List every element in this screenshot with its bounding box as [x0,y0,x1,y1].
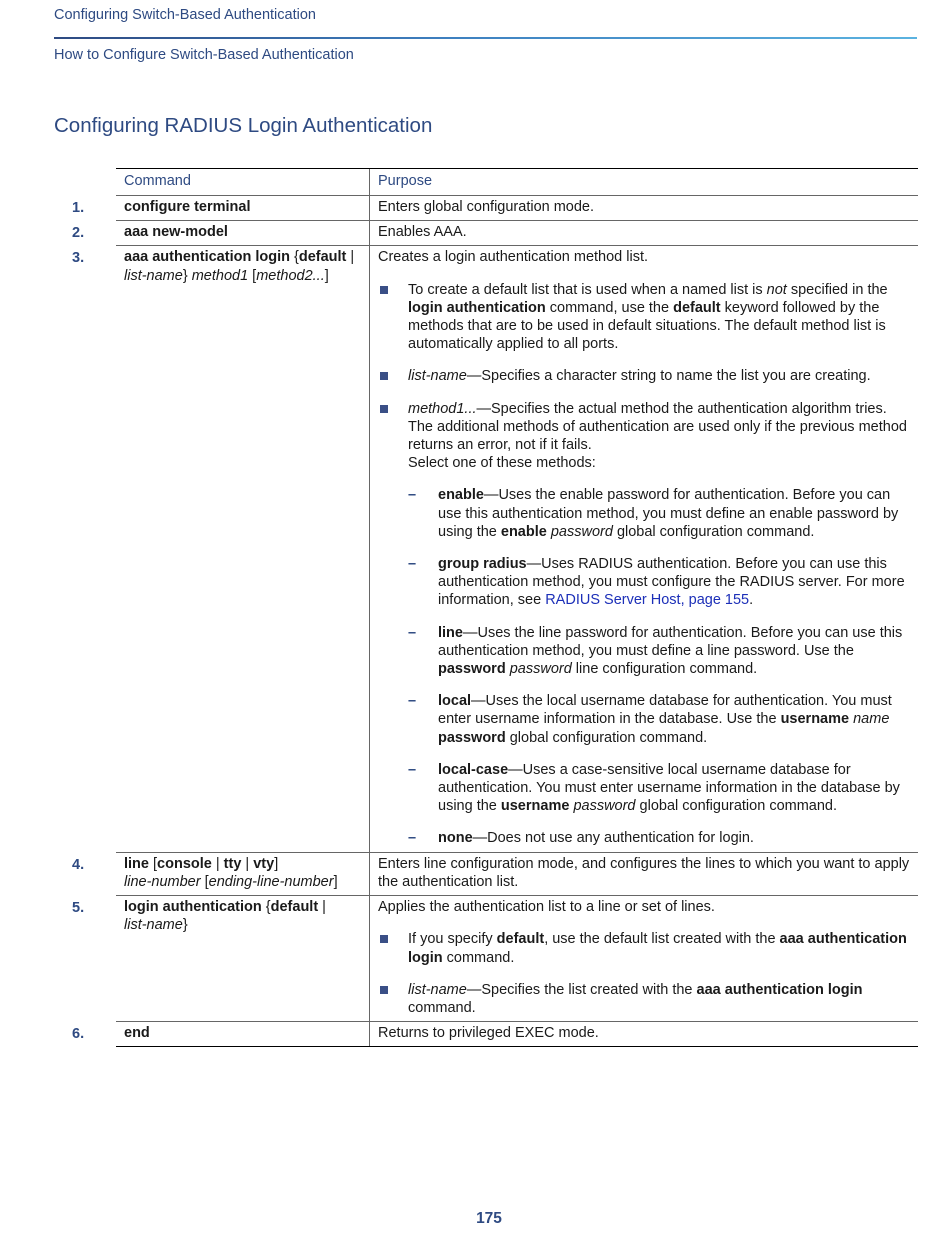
purpose-text: Applies the authentication list to a line or set of lines. [378,899,715,916]
list-item: – enable—Uses the enable password for authentication. Before you can use this authentication method, you must define an enable password by using the enable password global configuration command. [408,487,899,540]
dash-bullet-icon: – [408,693,417,710]
purpose-text: Returns to privileged EXEC mode. [378,1025,599,1042]
purpose-text: Enters line configuration mode, and configures the lines to which you want to apply the authentication list. [378,855,910,890]
list-item: – local—Uses the local username database for authentication. You must enter username information in the database. Use the username name password global configuration command. [408,693,892,746]
step-number: 2. [72,225,85,242]
command-text: login authentication {default | list-name} [116,896,370,1021]
column-header-purpose: Purpose [378,173,433,189]
dash-bullet-icon: – [408,830,417,847]
select-methods-text: Select one of these methods: [408,455,596,472]
table-row [0,853,950,896]
list-item: – group radius—Uses RADIUS authentication. Before you can use this authentication method, you must configure the RADIUS server. For more information, see RADIUS Server Host, page 155. [408,556,905,609]
page-number: 175 [476,1210,502,1227]
running-header-section: How to Configure Switch-Based Authentication [54,47,354,63]
table-row [0,221,950,246]
header-rule [54,37,917,39]
table-row [0,196,950,221]
list-item: If you specify default, use the default list created with the aaa authentication login command. [378,930,910,966]
column-header-command: Command [124,173,191,189]
dash-bullet-icon: – [408,487,417,504]
list-item: – line—Uses the line password for authentication. Before you can use this authentication method, you must define a line password. Use the password password line configuration command. [408,624,903,678]
step-number: 6. [72,1026,85,1043]
bullet-square-icon [380,986,388,994]
command-text: end [124,1025,150,1042]
list-item: – local-case—Uses a case-sensitive local username database for authentication. You must enter username information in the database by using the username password global configuration command. [408,761,900,815]
command-table [0,168,950,1047]
list-item: list-name—Specifies a character string to name the list you are creating. [378,367,910,385]
table-row [0,246,950,852]
bullet-square-icon [380,935,388,943]
running-header-chapter: Configuring Switch-Based Authentication [54,7,316,23]
bullet-square-icon [380,286,388,294]
table-row [0,1022,950,1047]
bullet-square-icon [380,372,388,380]
table-header [116,168,918,196]
dash-bullet-icon: – [408,761,417,778]
list-item: To create a default list that is used when a named list is not specified in the login authentication command, use the default keyword followed by the methods that are to be used in default situations. The default method list is automatically applied to all ports. [378,281,910,354]
dash-bullet-icon: – [408,624,417,641]
command-text: aaa new-model [124,224,228,241]
command-text: aaa authentication login {default | list-name} method1 [method2...] [116,246,370,851]
list-item: list-name—Specifies the list created with the aaa authentication login command. [378,981,910,1017]
step-number: 3. [72,250,85,267]
step-number: 1. [72,200,85,216]
list-item: – none—Does not use any authentication for login. [408,830,754,847]
command-text: configure terminal [124,199,251,215]
step-number: 4. [72,856,85,873]
command-text: line [console | tty | vty] line-number [ending-line-number] [116,853,370,895]
list-item: method1...—Specifies the actual method the authentication algorithm tries. The additional methods of authentication are used only if the previous method returns an error, not if it fails. Select one of these methods: – enable—Uses the enable password for authentication. Before you can use this authentication method, you must define an enable password by using the enable password global configuration command. – group radius—Uses RADIUS authentication. Before you can use this authentication method, you must configure the RADIUS server. For more information, see RADIUS Server Host, page 155. – line—Uses the line password for authentication. Before you can use this authentication method, you must define a line password. Use the password password line configuration command. – local—Uses the local username database for authentication. You must enter username information in the database. Use the username name password global configuration command. – local-case—Uses a case-sensitive local username database for authentication. You must enter username information in the database by using the username password global configuration command. – none—Does not use any authentication for login. [378,400,910,848]
table-row [0,896,950,1022]
purpose-text: Creates a login authentication method list. [378,249,649,266]
bullet-square-icon [380,405,388,413]
purpose-text: Enables AAA. [378,224,467,241]
step-number: 5. [72,900,85,917]
section-title: Configuring RADIUS Login Authentication [54,114,433,137]
dash-bullet-icon: – [408,556,417,573]
purpose-text: Enters global configuration mode. [378,199,595,215]
radius-server-host-link[interactable]: RADIUS Server Host, page 155 [545,592,750,609]
